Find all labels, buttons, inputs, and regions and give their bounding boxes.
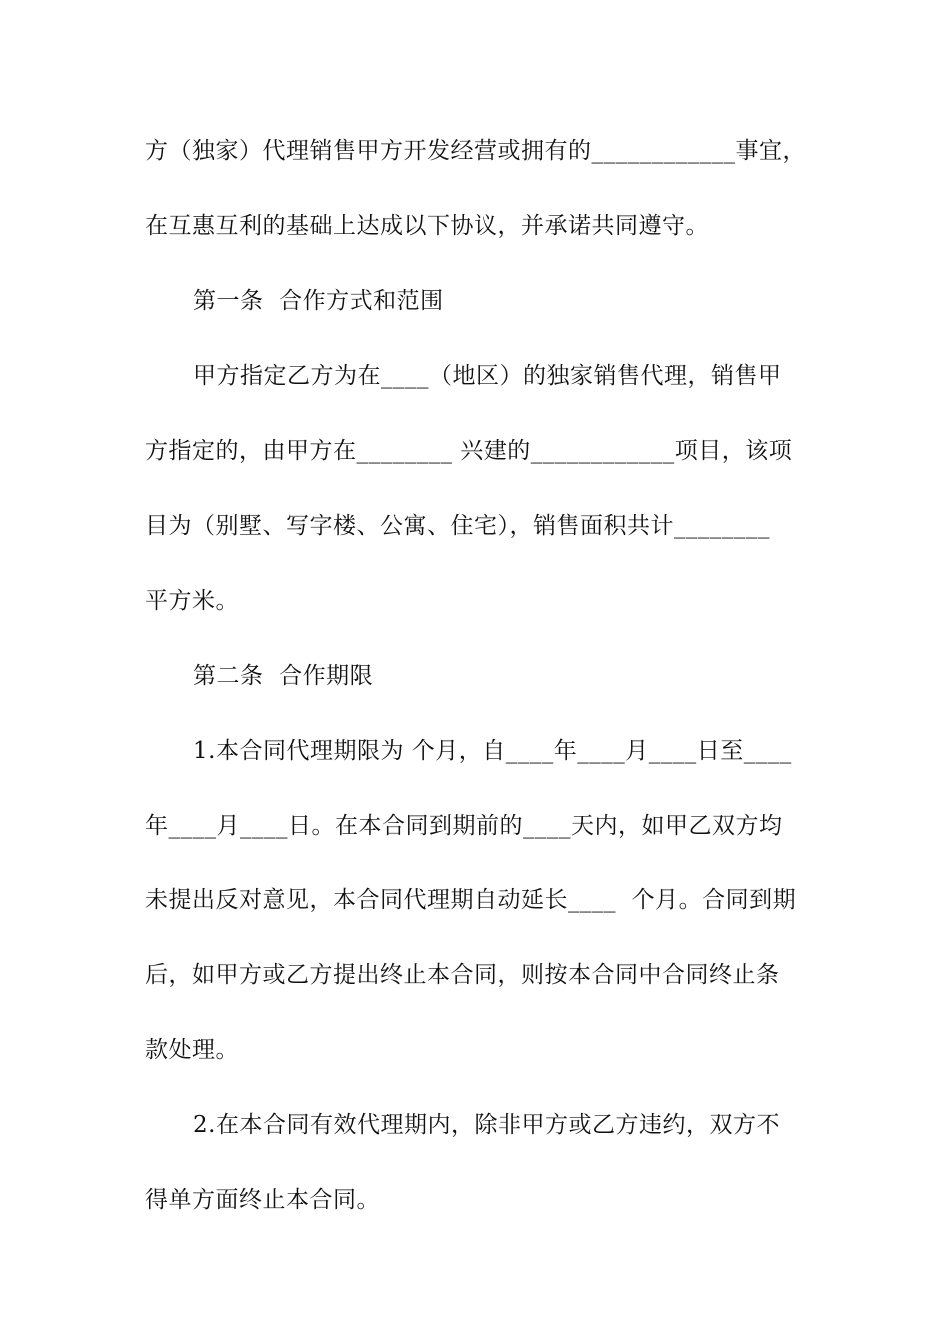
text-line-7: 平方米。	[145, 588, 239, 614]
text-line-1: 方（独家）代理销售甲方开发经营或拥有的____________事宜，	[145, 138, 806, 164]
article-2-heading: 第二条 合作期限	[193, 663, 374, 689]
text-line-10: 年____月____日。在本合同到期前的____天内，如甲乙双方均	[145, 813, 783, 839]
text-line-9: 1.本合同代理期限为 个月，自____年____月____日至____	[193, 738, 792, 764]
text-line-15: 得单方面终止本合同。	[145, 1187, 380, 1213]
text-line-13: 款处理。	[145, 1037, 239, 1063]
article-1-heading: 第一条 合作方式和范围	[193, 288, 444, 314]
text-line-14: 2.在本合同有效代理期内，除非甲方或乙方违约，双方不	[193, 1112, 780, 1138]
text-line-2: 在互惠互利的基础上达成以下协议，并承诺共同遵守。	[145, 213, 709, 239]
text-line-12: 后，如甲方或乙方提出终止本合同，则按本合同中合同终止条	[145, 962, 780, 988]
text-line-11: 未提出反对意见，本合同代理期自动延长____ 个月。合同到期	[145, 887, 797, 913]
text-line-6: 目为（别墅、写字楼、公寓、住宅），销售面积共计________	[145, 513, 770, 539]
text-line-5: 方指定的，由甲方在________ 兴建的____________项目，该项	[145, 438, 793, 464]
text-line-4: 甲方指定乙方为在____（地区）的独家销售代理，销售甲	[193, 363, 782, 389]
